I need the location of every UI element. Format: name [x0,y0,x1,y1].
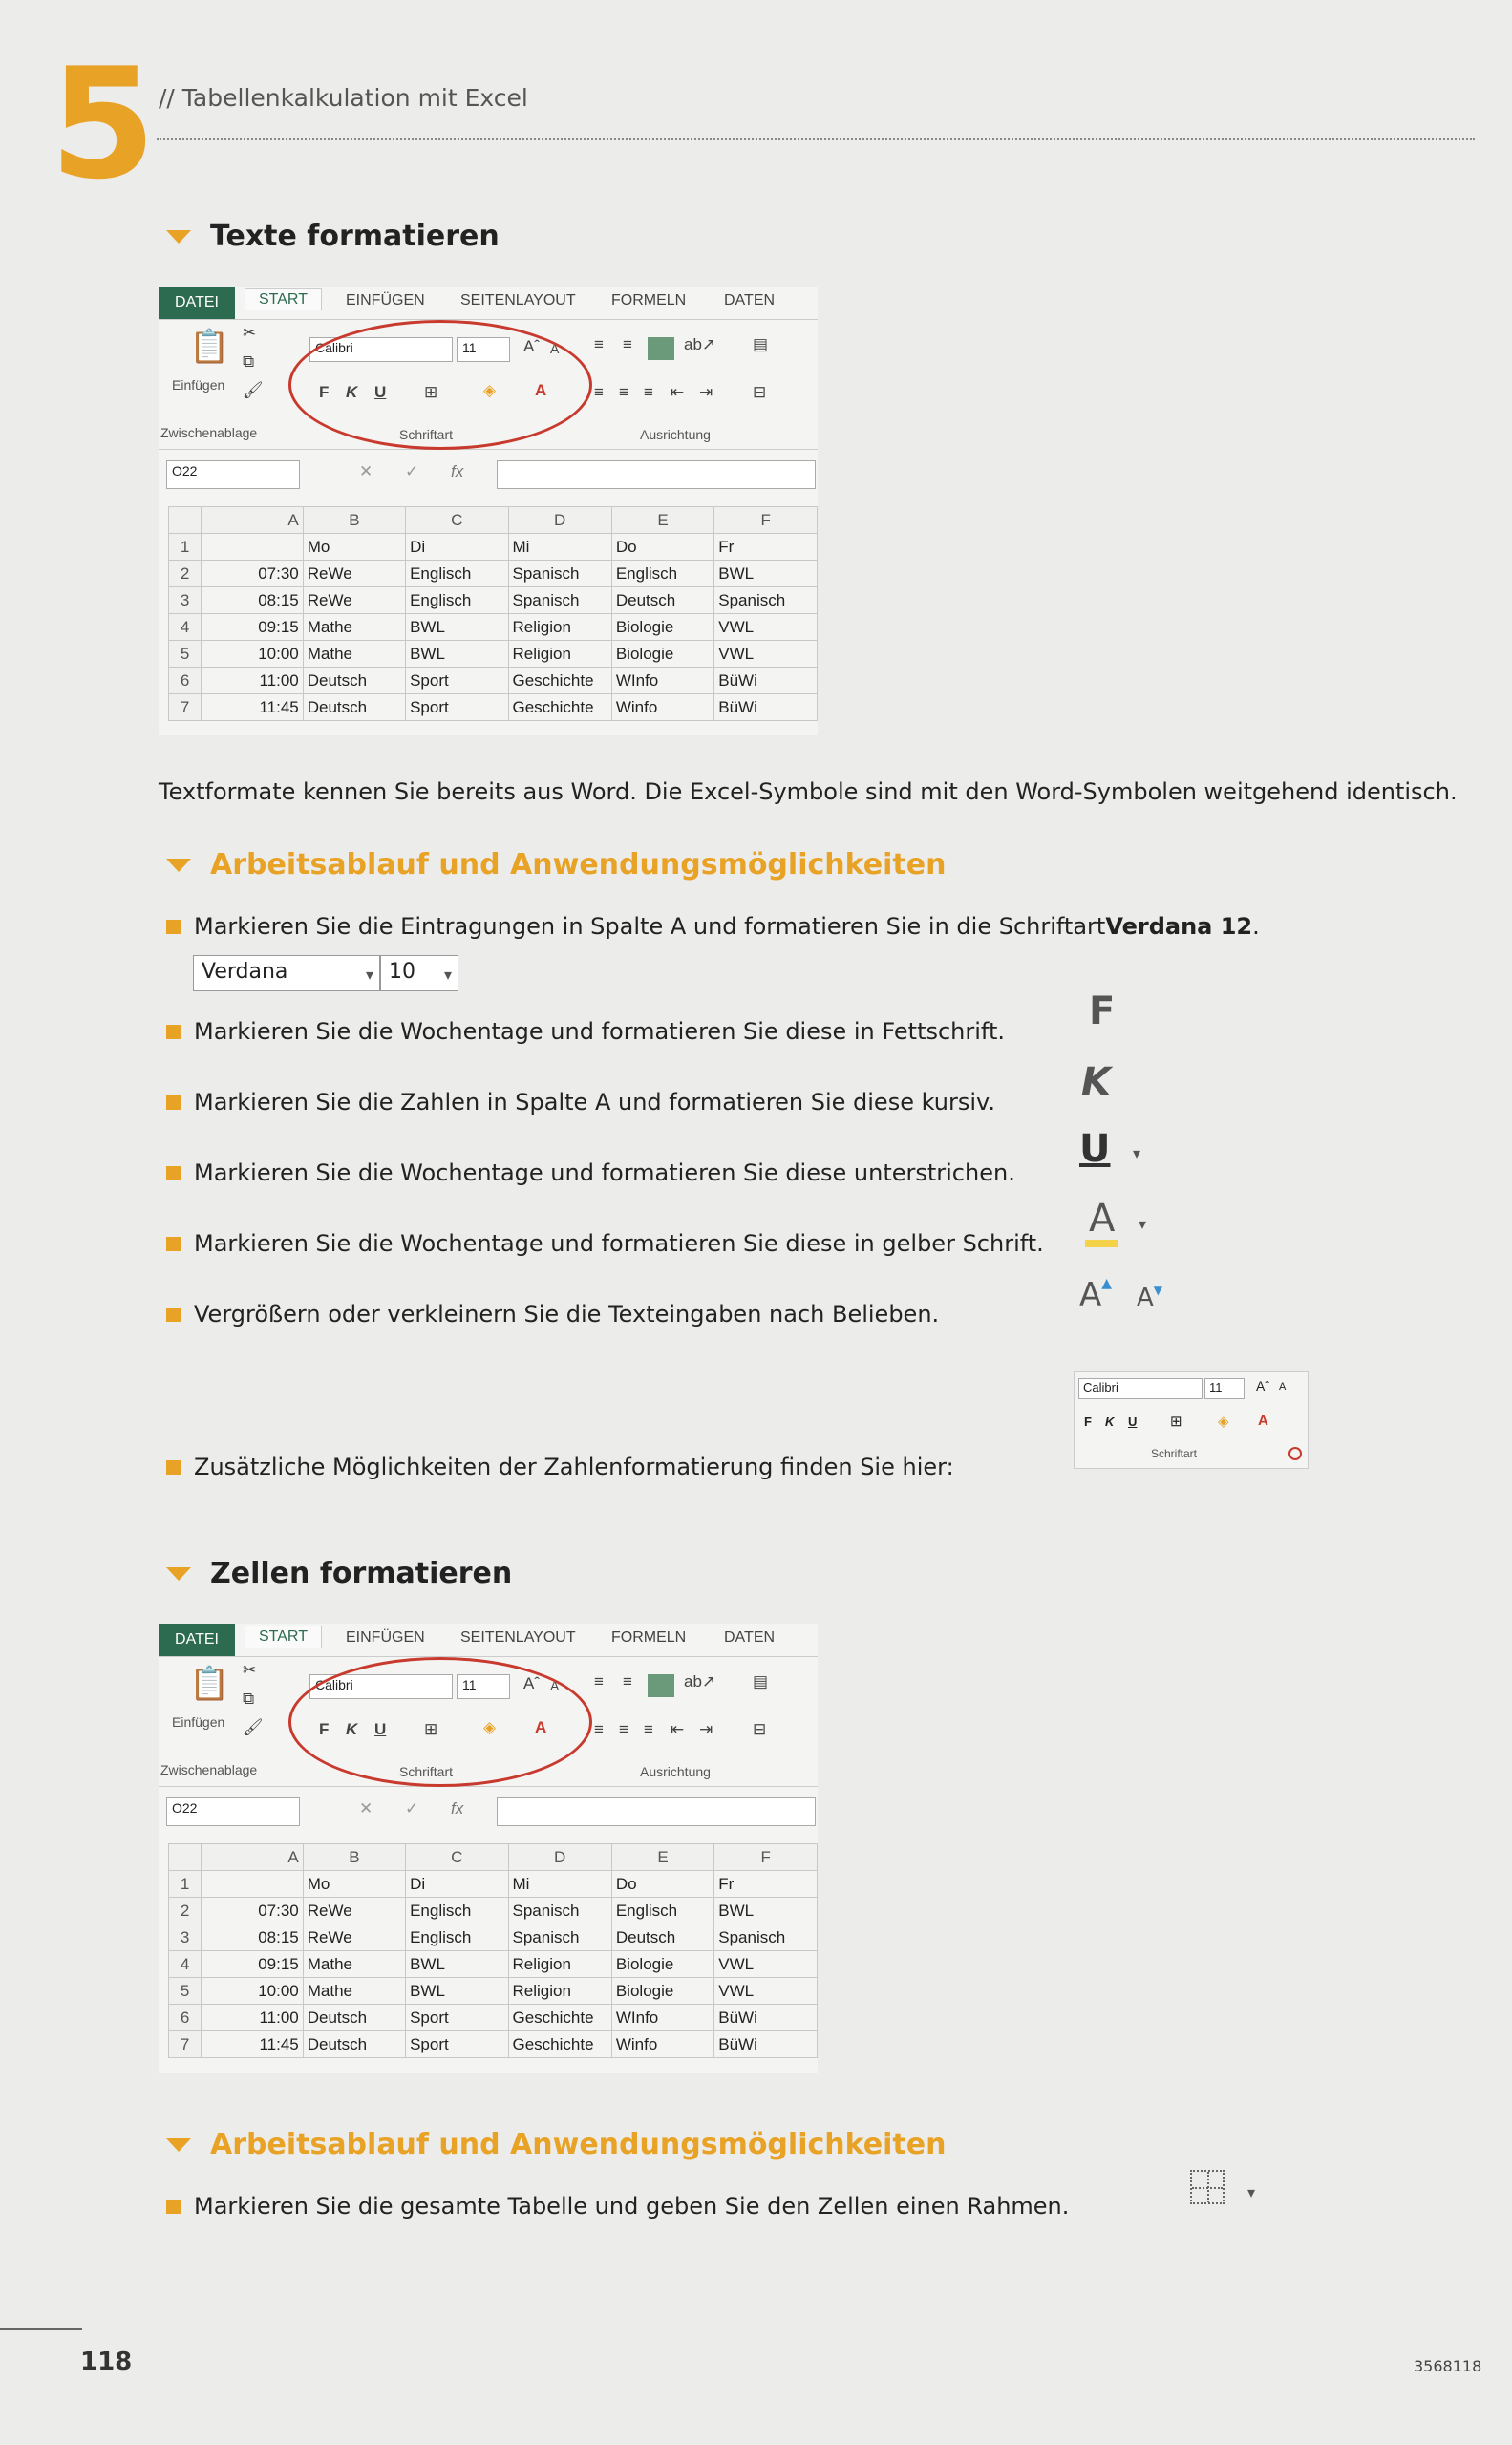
paste-label: Einfügen [172,1714,225,1730]
cell[interactable]: ReWe [303,587,405,614]
shrink-font-icon[interactable]: A [1279,1381,1287,1393]
cell[interactable]: BüWi [714,694,818,721]
cell[interactable]: 08:15 [202,1924,303,1951]
font-color-icon[interactable]: A [1085,1198,1118,1247]
shrink-font-icon[interactable]: A [550,341,560,356]
cell[interactable]: Deutsch [303,668,405,694]
cell[interactable]: 09:15 [202,614,303,641]
cell[interactable]: Winfo [611,694,713,721]
cell[interactable]: 11:45 [202,694,303,721]
item-text: Vergrößern oder verkleinern Sie die Texteingaben nach Belieben. [194,1301,940,1328]
column-header[interactable]: E [611,1844,713,1871]
tab-datei[interactable]: DATEI [159,287,235,319]
excel-grid [168,1843,818,2058]
row-number[interactable]: 4 [169,614,202,641]
italic-icon[interactable]: K [346,383,358,401]
cell[interactable]: 10:00 [202,1978,303,2005]
cell[interactable]: Deutsch [303,694,405,721]
item-text: Markieren Sie die Wochentage und formatieren Sie diese in gelber Schrift. [194,1230,1044,1257]
column-header[interactable]: E [611,507,713,534]
cell[interactable]: Englisch [406,561,508,587]
cell[interactable]: Deutsch [303,2031,405,2058]
font-group-label: Schriftart [399,427,454,442]
table-row [169,534,818,561]
cell[interactable]: Englisch [406,1924,508,1951]
formula-input[interactable] [497,460,816,489]
cell[interactable]: Religion [508,1951,611,1978]
column-header-row [169,507,818,534]
header-divider [157,138,1475,140]
grow-font-icon[interactable]: A▲ [1079,1276,1113,1314]
font-size-dropdown[interactable] [380,955,458,991]
font-name-box[interactable]: Calibri [1078,1378,1203,1399]
cell[interactable]: Englisch [611,561,713,587]
row-number[interactable]: 2 [169,561,202,587]
chevron-down-icon[interactable]: ▾ [1247,2183,1256,2201]
table-row [169,668,818,694]
table-row [169,2005,818,2031]
excel-grid [168,506,818,721]
square-bullet-icon [166,1095,181,1110]
wrap-icon[interactable]: ▤ [753,1672,769,1690]
cell[interactable]: Biologie [611,1951,713,1978]
align-right-icon[interactable]: ≡ [644,383,653,401]
excel-screenshot-1 [159,287,818,735]
namebox[interactable]: O22 [166,1797,300,1826]
square-bullet-icon [166,2200,181,2214]
decrease-indent-icon[interactable]: ⇤ [671,383,685,401]
cell[interactable]: Geschichte [508,2005,611,2031]
font-color-icon[interactable]: A [1258,1413,1268,1429]
cell[interactable] [202,534,303,561]
column-header[interactable]: F [714,1844,818,1871]
decrease-indent-icon[interactable]: ⇤ [671,1720,685,1738]
cell[interactable]: Sport [406,694,508,721]
cell[interactable]: Spanisch [508,561,611,587]
underline-icon[interactable]: U [374,1720,387,1738]
cell[interactable]: Religion [508,641,611,668]
italic-icon[interactable]: K [346,1720,358,1738]
ribbon [159,1657,818,1787]
workflow-title: Arbeitsablauf und Anwendungsmöglichkeiten [210,2128,947,2161]
list-item [166,1301,939,1328]
row-number[interactable]: 3 [169,1924,202,1951]
cell[interactable]: Mi [508,1871,611,1898]
wrap-text-icon[interactable] [648,1674,674,1697]
tab-einfuegen[interactable]: EINFÜGEN [346,1629,425,1646]
tab-seitenlayout[interactable]: SEITENLAYOUT [460,292,576,308]
column-header[interactable]: A [202,507,303,534]
cell[interactable]: Mi [508,534,611,561]
underline-icon[interactable]: U [1079,1127,1111,1171]
fill-color-icon[interactable]: ◈ [483,1718,497,1736]
cell[interactable]: Di [406,534,508,561]
cell[interactable]: Mathe [303,1951,405,1978]
cell[interactable]: BWL [406,641,508,668]
cell[interactable] [202,1871,303,1898]
tab-formeln[interactable]: FORMELN [611,1629,687,1646]
grow-font-icon[interactable]: Aˆ [523,1674,540,1692]
list-item [166,1018,1005,1045]
copy-icon[interactable]: ⧉ [243,352,255,371]
highlight-circle [288,320,592,450]
shrink-font-icon[interactable]: A▼ [1137,1284,1163,1312]
item-text-end: . [1252,913,1260,940]
cell[interactable]: Religion [508,1978,611,2005]
align-top-icon[interactable]: ≡ [594,335,604,353]
tab-start[interactable]: START [245,1626,322,1648]
cell[interactable]: WInfo [611,2005,713,2031]
list-item [166,1454,954,1480]
cell[interactable]: Winfo [611,2031,713,2058]
align-right-icon[interactable]: ≡ [644,1720,653,1738]
chevron-down-icon[interactable]: ▾ [1139,1215,1147,1233]
column-header-row [169,1844,818,1871]
square-bullet-icon [166,1460,181,1475]
merge-icon[interactable]: ⊟ [753,383,767,401]
align-top-icon[interactable]: ≡ [594,1672,604,1690]
row-number[interactable]: 4 [169,1951,202,1978]
cell[interactable]: Mo [303,1871,405,1898]
italic-icon[interactable]: K [1105,1414,1115,1429]
font-color-icon[interactable]: A [535,381,547,399]
font-name-box[interactable]: Calibri [309,337,453,362]
increase-indent-icon[interactable]: ⇥ [699,383,713,401]
fx-icon[interactable]: fx [451,1799,464,1818]
bold-icon[interactable]: F [319,1720,330,1738]
cell[interactable]: Englisch [406,1898,508,1924]
fill-color-icon[interactable]: ◈ [1218,1414,1229,1430]
tab-daten[interactable]: DATEN [724,1629,776,1646]
tab-einfuegen[interactable]: EINFÜGEN [346,292,425,308]
square-bullet-icon [166,1025,181,1039]
ribbon-tabs [159,287,818,320]
bold-icon[interactable]: F [1084,1414,1092,1429]
cell[interactable]: 07:30 [202,1898,303,1924]
cell[interactable]: Englisch [406,587,508,614]
table-row [169,641,818,668]
align-middle-icon[interactable]: ≡ [623,1672,632,1690]
cell[interactable]: Deutsch [611,587,713,614]
table-row [169,561,818,587]
square-bullet-icon [166,920,181,934]
grow-font-icon[interactable]: Aˆ [523,337,540,355]
book-code: 3568118 [1414,2357,1482,2375]
cell[interactable]: VWL [714,641,818,668]
table-row [169,1898,818,1924]
cell[interactable]: WInfo [611,668,713,694]
list-item [166,1159,1015,1186]
format-painter-icon[interactable]: 🖌 [243,381,264,399]
cell[interactable]: VWL [714,614,818,641]
wrap-text-icon[interactable] [648,337,674,360]
cell[interactable]: 11:45 [202,2031,303,2058]
workflow-heading-2 [166,2128,946,2161]
bold-icon[interactable]: F [1089,989,1116,1033]
list-item [166,1230,1044,1257]
paste-icon[interactable]: 📋 [189,329,230,365]
row-number[interactable]: 1 [169,1871,202,1898]
cut-icon[interactable]: ✂ [243,1661,257,1679]
tab-datei[interactable]: DATEI [159,1624,235,1656]
chapter-number: 5 [50,34,157,213]
cell[interactable]: Mathe [303,614,405,641]
intro-paragraph: Textformate kennen Sie bereits aus Word. Die Excel-Symbole sind mit den Word-Symbolen weitgehend identisch. [159,778,1458,805]
cut-icon[interactable]: ✂ [243,324,257,342]
corner-cell[interactable] [169,1844,202,1871]
cell[interactable]: Biologie [611,641,713,668]
font-group-snippet [1074,1371,1309,1469]
border-icon[interactable]: ⊞ [424,383,438,401]
font-size-box[interactable]: 11 [1204,1378,1245,1399]
list-item [166,2193,1069,2220]
orientation-icon[interactable]: ab↗ [684,335,716,353]
border-icon[interactable] [1190,2170,1225,2204]
chevron-down-icon: ▾ [365,966,373,984]
cell[interactable]: Sport [406,668,508,694]
cell[interactable]: BWL [406,614,508,641]
underline-icon[interactable]: U [1128,1414,1138,1429]
namebox[interactable]: O22 [166,460,300,489]
cell[interactable]: Geschichte [508,694,611,721]
item-text: Markieren Sie die Zahlen in Spalte A und formatieren Sie diese kursiv. [194,1089,995,1116]
align-center-icon[interactable]: ≡ [619,1720,628,1738]
item-text: Markieren Sie die Wochentage und formatieren Sie diese unterstrichen. [194,1159,1015,1186]
cell[interactable]: Spanisch [508,587,611,614]
dialog-launcher-icon[interactable] [1288,1447,1302,1460]
column-header[interactable]: C [406,1844,508,1871]
cell[interactable]: VWL [714,1978,818,2005]
grow-font-icon[interactable]: Aˆ [1256,1378,1269,1393]
copy-icon[interactable]: ⧉ [243,1690,255,1708]
column-header[interactable]: C [406,507,508,534]
align-center-icon[interactable]: ≡ [619,383,628,401]
align-middle-icon[interactable]: ≡ [623,335,632,353]
fill-color-icon[interactable]: ◈ [483,381,497,399]
cell[interactable]: Biologie [611,1978,713,2005]
list-item [166,1089,995,1116]
table-row [169,614,818,641]
table-row [169,1978,818,2005]
table-row [169,694,818,721]
page-number: 118 [80,2348,133,2376]
triangle-bullet-icon [166,1567,191,1581]
cell[interactable]: BWL [714,561,818,587]
cell[interactable]: Do [611,1871,713,1898]
shrink-font-icon[interactable]: A [550,1678,560,1693]
tab-daten[interactable]: DATEN [724,292,776,308]
cell[interactable]: Geschichte [508,2031,611,2058]
fx-icon[interactable]: fx [451,462,464,480]
table-row [169,587,818,614]
column-header[interactable]: D [508,1844,611,1871]
table-row [169,1871,818,1898]
cell[interactable]: Deutsch [611,1924,713,1951]
cell[interactable]: Sport [406,2031,508,2058]
cell[interactable]: Spanisch [714,587,818,614]
cell[interactable]: Deutsch [303,2005,405,2031]
cell[interactable]: 07:30 [202,561,303,587]
align-left-icon[interactable]: ≡ [594,383,604,401]
triangle-bullet-icon [166,859,191,872]
column-header[interactable]: A [202,1844,303,1871]
border-icon[interactable]: ⊞ [1170,1414,1182,1430]
merge-icon[interactable]: ⊟ [753,1720,767,1738]
row-number[interactable]: 3 [169,587,202,614]
item-text: Markieren Sie die Eintragungen in Spalte A und formatieren Sie in die Schriftart [194,913,1106,940]
increase-indent-icon[interactable]: ⇥ [699,1720,713,1738]
cell[interactable]: BüWi [714,2031,818,2058]
row-number[interactable]: 7 [169,2031,202,2058]
tab-formeln[interactable]: FORMELN [611,292,687,308]
cell[interactable]: Fr [714,1871,818,1898]
cell[interactable]: Biologie [611,614,713,641]
table-row [169,1951,818,1978]
ribbon-tabs [159,1624,818,1657]
align-left-icon[interactable]: ≡ [594,1720,604,1738]
row-number[interactable]: 6 [169,668,202,694]
formula-bar [159,457,818,491]
paste-icon[interactable]: 📋 [189,1666,230,1702]
clipboard-group-label: Zwischenablage [160,1762,258,1777]
table-row [169,2031,818,2058]
chevron-down-icon[interactable]: ▾ [1133,1144,1141,1162]
cell[interactable]: 08:15 [202,587,303,614]
row-number[interactable]: 5 [169,1978,202,2005]
enter-icon[interactable]: ✓ [405,462,419,480]
workflow-heading-1 [166,848,946,882]
column-header[interactable]: F [714,507,818,534]
corner-cell[interactable] [169,507,202,534]
cell[interactable]: Mathe [303,1978,405,2005]
paste-label: Einfügen [172,377,225,393]
cell[interactable]: Spanisch [508,1898,611,1924]
table-row [169,1924,818,1951]
item-text: Markieren Sie die Wochentage und formatieren Sie diese in Fettschrift. [194,1018,1005,1045]
triangle-bullet-icon [166,2138,191,2152]
cell[interactable]: BWL [406,1978,508,2005]
tab-start[interactable]: START [245,288,322,310]
section-title: Zellen formatieren [210,1557,513,1590]
align-group-label: Ausrichtung [640,1764,711,1779]
section-heading-zellen [166,1557,512,1590]
italic-icon[interactable]: K [1081,1060,1111,1104]
ribbon [159,320,818,450]
cell[interactable]: BWL [406,1951,508,1978]
cell[interactable]: Englisch [611,1898,713,1924]
item-text: Markieren Sie die gesamte Tabelle und geben Sie den Zellen einen Rahmen. [194,2193,1070,2220]
chapter-title: // Tabellenkalkulation mit Excel [159,84,528,112]
row-number[interactable]: 2 [169,1898,202,1924]
orientation-icon[interactable]: ab↗ [684,1672,716,1690]
cell[interactable]: 11:00 [202,2005,303,2031]
cell[interactable]: Mathe [303,641,405,668]
clipboard-group-label: Zwischenablage [160,425,258,440]
tab-seitenlayout[interactable]: SEITENLAYOUT [460,1629,576,1646]
column-header[interactable]: B [303,1844,405,1871]
workflow-title: Arbeitsablauf und Anwendungsmöglichkeiten [210,848,947,882]
item-bold-text: Verdana 12 [1105,913,1253,940]
cell[interactable]: Geschichte [508,668,611,694]
highlight-circle [288,1657,592,1787]
cell[interactable]: 09:15 [202,1951,303,1978]
font-size-value: 10 [389,960,415,984]
wrap-icon[interactable]: ▤ [753,335,769,353]
underline-icon[interactable]: U [374,383,387,401]
cell[interactable]: VWL [714,1951,818,1978]
cell[interactable]: ReWe [303,1924,405,1951]
chevron-down-icon: ▾ [443,966,452,984]
section-title: Texte formatieren [210,220,500,253]
cell[interactable]: Sport [406,2005,508,2031]
cell[interactable]: BWL [714,1898,818,1924]
cell[interactable]: 11:00 [202,668,303,694]
cell[interactable]: ReWe [303,561,405,587]
font-group-label: Schriftart [399,1764,454,1779]
font-name-dropdown[interactable] [193,955,380,991]
row-number[interactable]: 5 [169,641,202,668]
row-number[interactable]: 1 [169,534,202,561]
excel-screenshot-2 [159,1624,818,2073]
cell[interactable]: 10:00 [202,641,303,668]
cell[interactable]: Religion [508,614,611,641]
square-bullet-icon [166,1237,181,1251]
column-header[interactable]: B [303,507,405,534]
section-heading-texte [166,220,500,253]
cell[interactable]: Di [406,1871,508,1898]
cell[interactable]: Do [611,534,713,561]
cell[interactable]: Spanisch [508,1924,611,1951]
cell[interactable]: Spanisch [714,1924,818,1951]
formula-input[interactable] [497,1797,816,1826]
font-group-label: Schriftart [1151,1447,1198,1460]
square-bullet-icon [166,1166,181,1180]
enter-icon[interactable]: ✓ [405,1799,419,1818]
cell[interactable]: BüWi [714,668,818,694]
list-item [166,913,1260,940]
square-bullet-icon [166,1308,181,1322]
footer-divider [0,2328,82,2330]
border-icon[interactable]: ⊞ [424,1720,438,1738]
item-text: Zusätzliche Möglichkeiten der Zahlenformatierung finden Sie hier: [194,1454,954,1480]
font-name-value: Verdana [202,960,288,984]
format-painter-icon[interactable]: 🖌 [243,1718,264,1736]
font-name-box[interactable]: Calibri [309,1674,453,1699]
cancel-icon[interactable]: ✕ [359,462,373,480]
row-number[interactable]: 7 [169,694,202,721]
cell[interactable]: BüWi [714,2005,818,2031]
cell[interactable]: Mo [303,534,405,561]
align-group-label: Ausrichtung [640,427,711,442]
font-size-box[interactable]: 11 [457,337,510,362]
bold-icon[interactable]: F [319,383,330,401]
font-size-box[interactable]: 11 [457,1674,510,1699]
triangle-bullet-icon [166,230,191,244]
cell[interactable]: ReWe [303,1898,405,1924]
cancel-icon[interactable]: ✕ [359,1799,373,1818]
row-number[interactable]: 6 [169,2005,202,2031]
font-color-icon[interactable]: A [535,1718,547,1736]
cell[interactable]: Fr [714,534,818,561]
formula-bar [159,1794,818,1828]
column-header[interactable]: D [508,507,611,534]
